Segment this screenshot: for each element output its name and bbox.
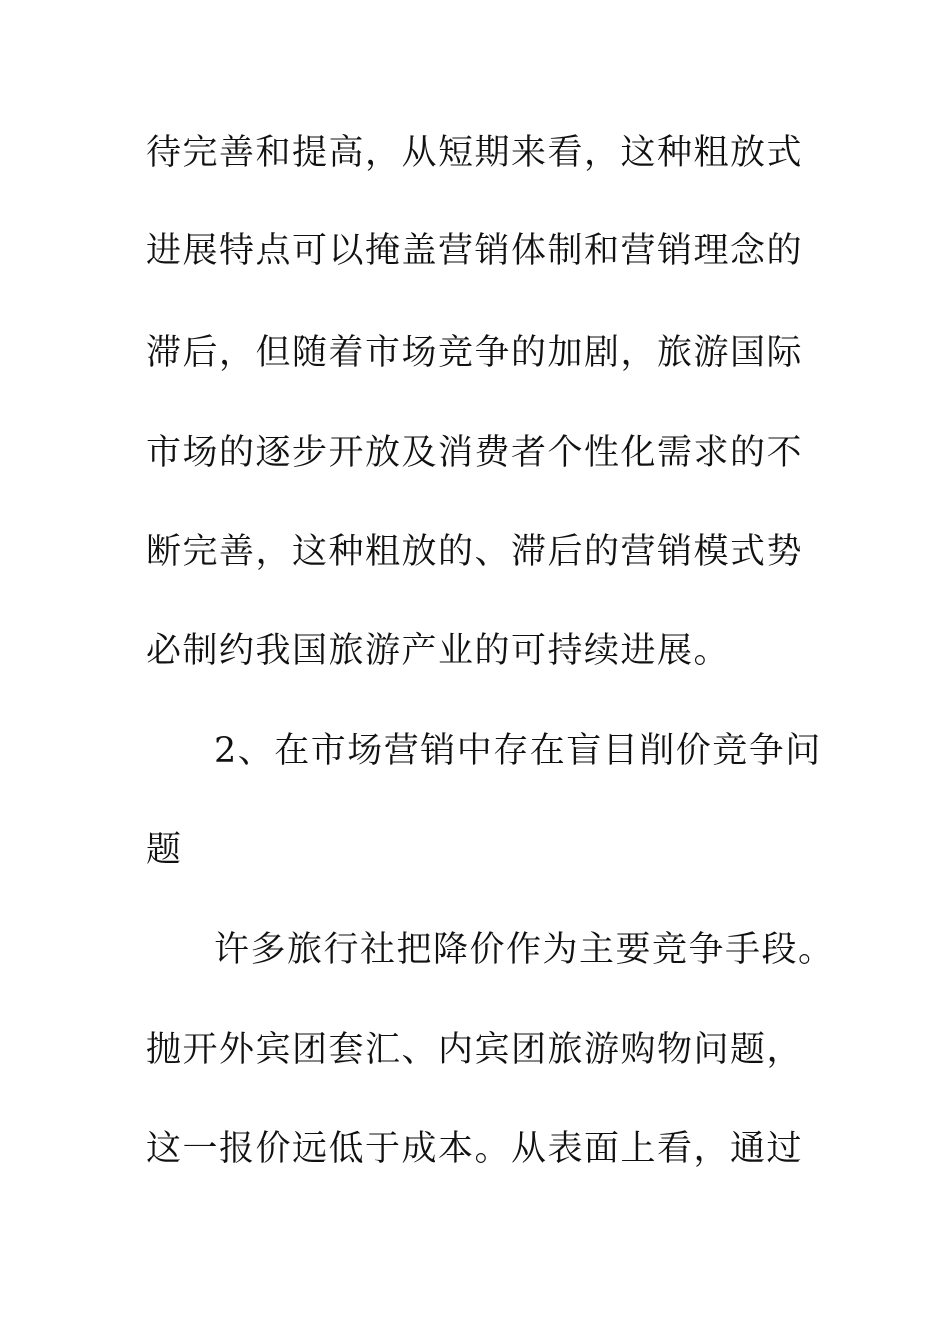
paragraph-line: 这一报价远低于成本。从表面上看，通过: [146, 1129, 804, 1169]
paragraph-line: 市场的逐步开放及消费者个性化需求的不: [146, 433, 804, 473]
paragraph-line: 待完善和提高，从短期来看，这种粗放式: [146, 133, 804, 173]
paragraph-line: 断完善，这种粗放的、滞后的营销模式势: [146, 532, 804, 572]
paragraph-line: 许多旅行社把降价作为主要竞争手段。: [214, 930, 835, 970]
paragraph-line: 滞后，但随着市场竞争的加剧，旅游国际: [146, 333, 804, 373]
paragraph-line: 抛开外宾团套汇、内宾团旅游购物问题，: [146, 1030, 804, 1070]
paragraph-line: 必制约我国旅游产业的可持续进展。: [146, 631, 731, 671]
section-heading-continuation: 题: [146, 830, 183, 870]
paragraph-line: 进展特点可以掩盖营销体制和营销理念的: [146, 231, 804, 271]
section-heading: 2、在市场营销中存在盲目削价竞争问: [214, 731, 822, 771]
